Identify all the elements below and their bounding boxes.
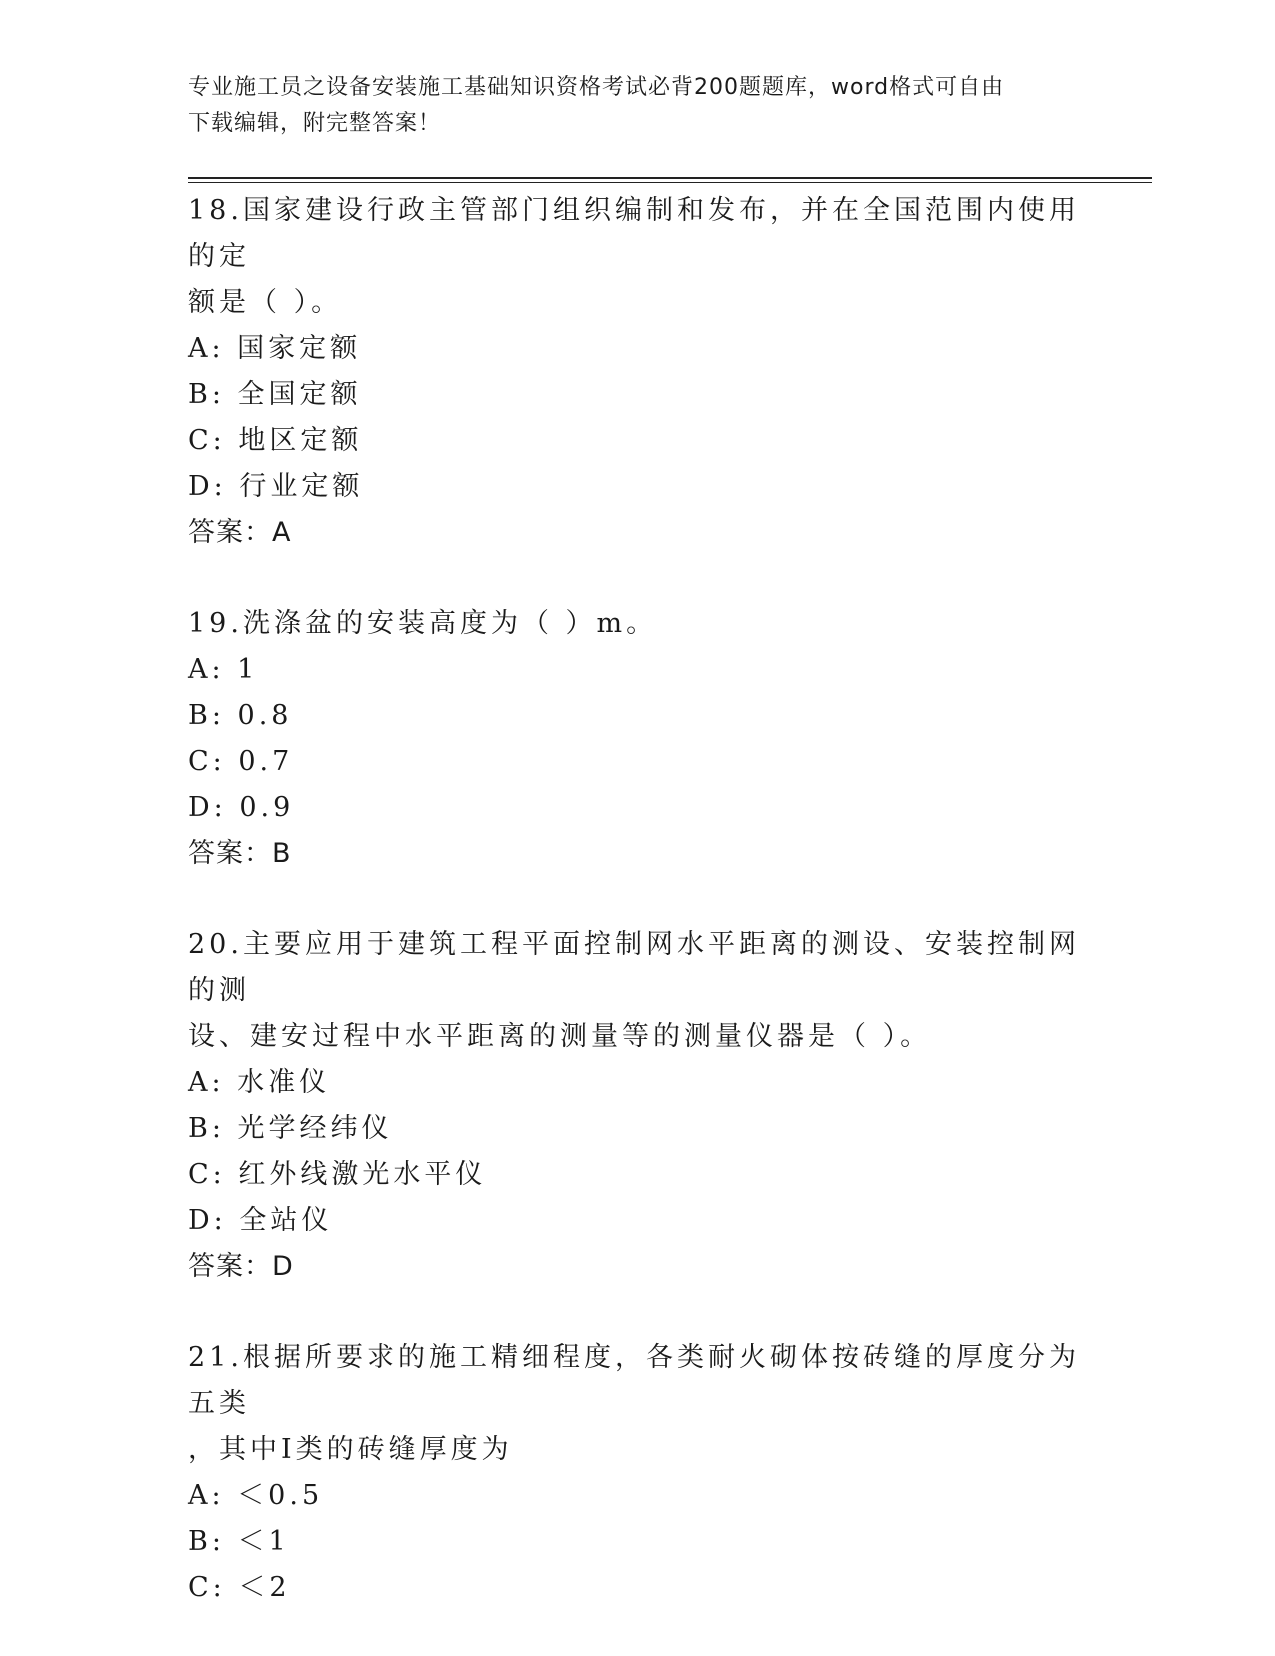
question-stem (188, 922, 1088, 1060)
question-20 (188, 922, 1088, 1290)
option-b: B: 0.8 (188, 700, 293, 731)
answer-label: 答案：A (188, 517, 292, 548)
header-divider-thick (188, 177, 1152, 179)
stem-line: ，其中Ⅰ类的砖缝厚度为 (188, 1434, 513, 1465)
option-a: A: 1 (188, 654, 259, 685)
stem-line: 设、建安过程中水平距离的测量等的测量仪器是（ ）。 (188, 1021, 932, 1052)
answer-label: 答案：B (188, 838, 292, 869)
stem-line: 额是（ ）。 (188, 287, 343, 318)
header-line-1: 专业施工员之设备安装施工基础知识资格考试必背200题题库，word格式可自由 (188, 75, 1005, 100)
stem-line: 21.根据所要求的施工精细程度，各类耐火砌体按砖缝的厚度分为五类 (188, 1342, 1080, 1419)
option-c: C: 0.7 (188, 746, 294, 777)
question-stem (188, 188, 1088, 326)
option-c: C: 红外线激光水平仪 (188, 1159, 487, 1190)
option-b: B: ＜1 (188, 1526, 290, 1557)
option-d: D: 0.9 (188, 792, 295, 823)
option-c: C: ＜2 (188, 1572, 291, 1603)
question-19 (188, 601, 1088, 877)
header-divider-thin (188, 182, 1152, 183)
option-d: D: 行业定额 (188, 471, 364, 502)
question-stem (188, 1335, 1088, 1473)
stem-line: 19.洗涤盆的安装高度为（ ）m。 (188, 608, 658, 639)
question-stem (188, 601, 1088, 647)
question-18 (188, 188, 1088, 556)
stem-line: 20.主要应用于建筑工程平面控制网水平距离的测设、安装控制网的测 (188, 929, 1080, 1006)
question-21 (188, 1335, 1088, 1611)
option-a: A: ＜0.5 (188, 1480, 324, 1511)
answer-label: 答案：D (188, 1251, 294, 1282)
stem-line: 18.国家建设行政主管部门组织编制和发布，并在全国范围内使用的定 (188, 195, 1080, 272)
option-c: C: 地区定额 (188, 425, 363, 456)
option-b: B: 全国定额 (188, 379, 362, 410)
header-line-2: 下载编辑，附完整答案！ (188, 111, 442, 136)
option-a: A: 水准仪 (188, 1067, 331, 1098)
question-list (188, 188, 1088, 1656)
document-header (188, 70, 1068, 142)
option-a: A: 国家定额 (188, 333, 362, 364)
option-d: D: 全站仪 (188, 1205, 333, 1236)
option-b: B: 光学经纬仪 (188, 1113, 393, 1144)
